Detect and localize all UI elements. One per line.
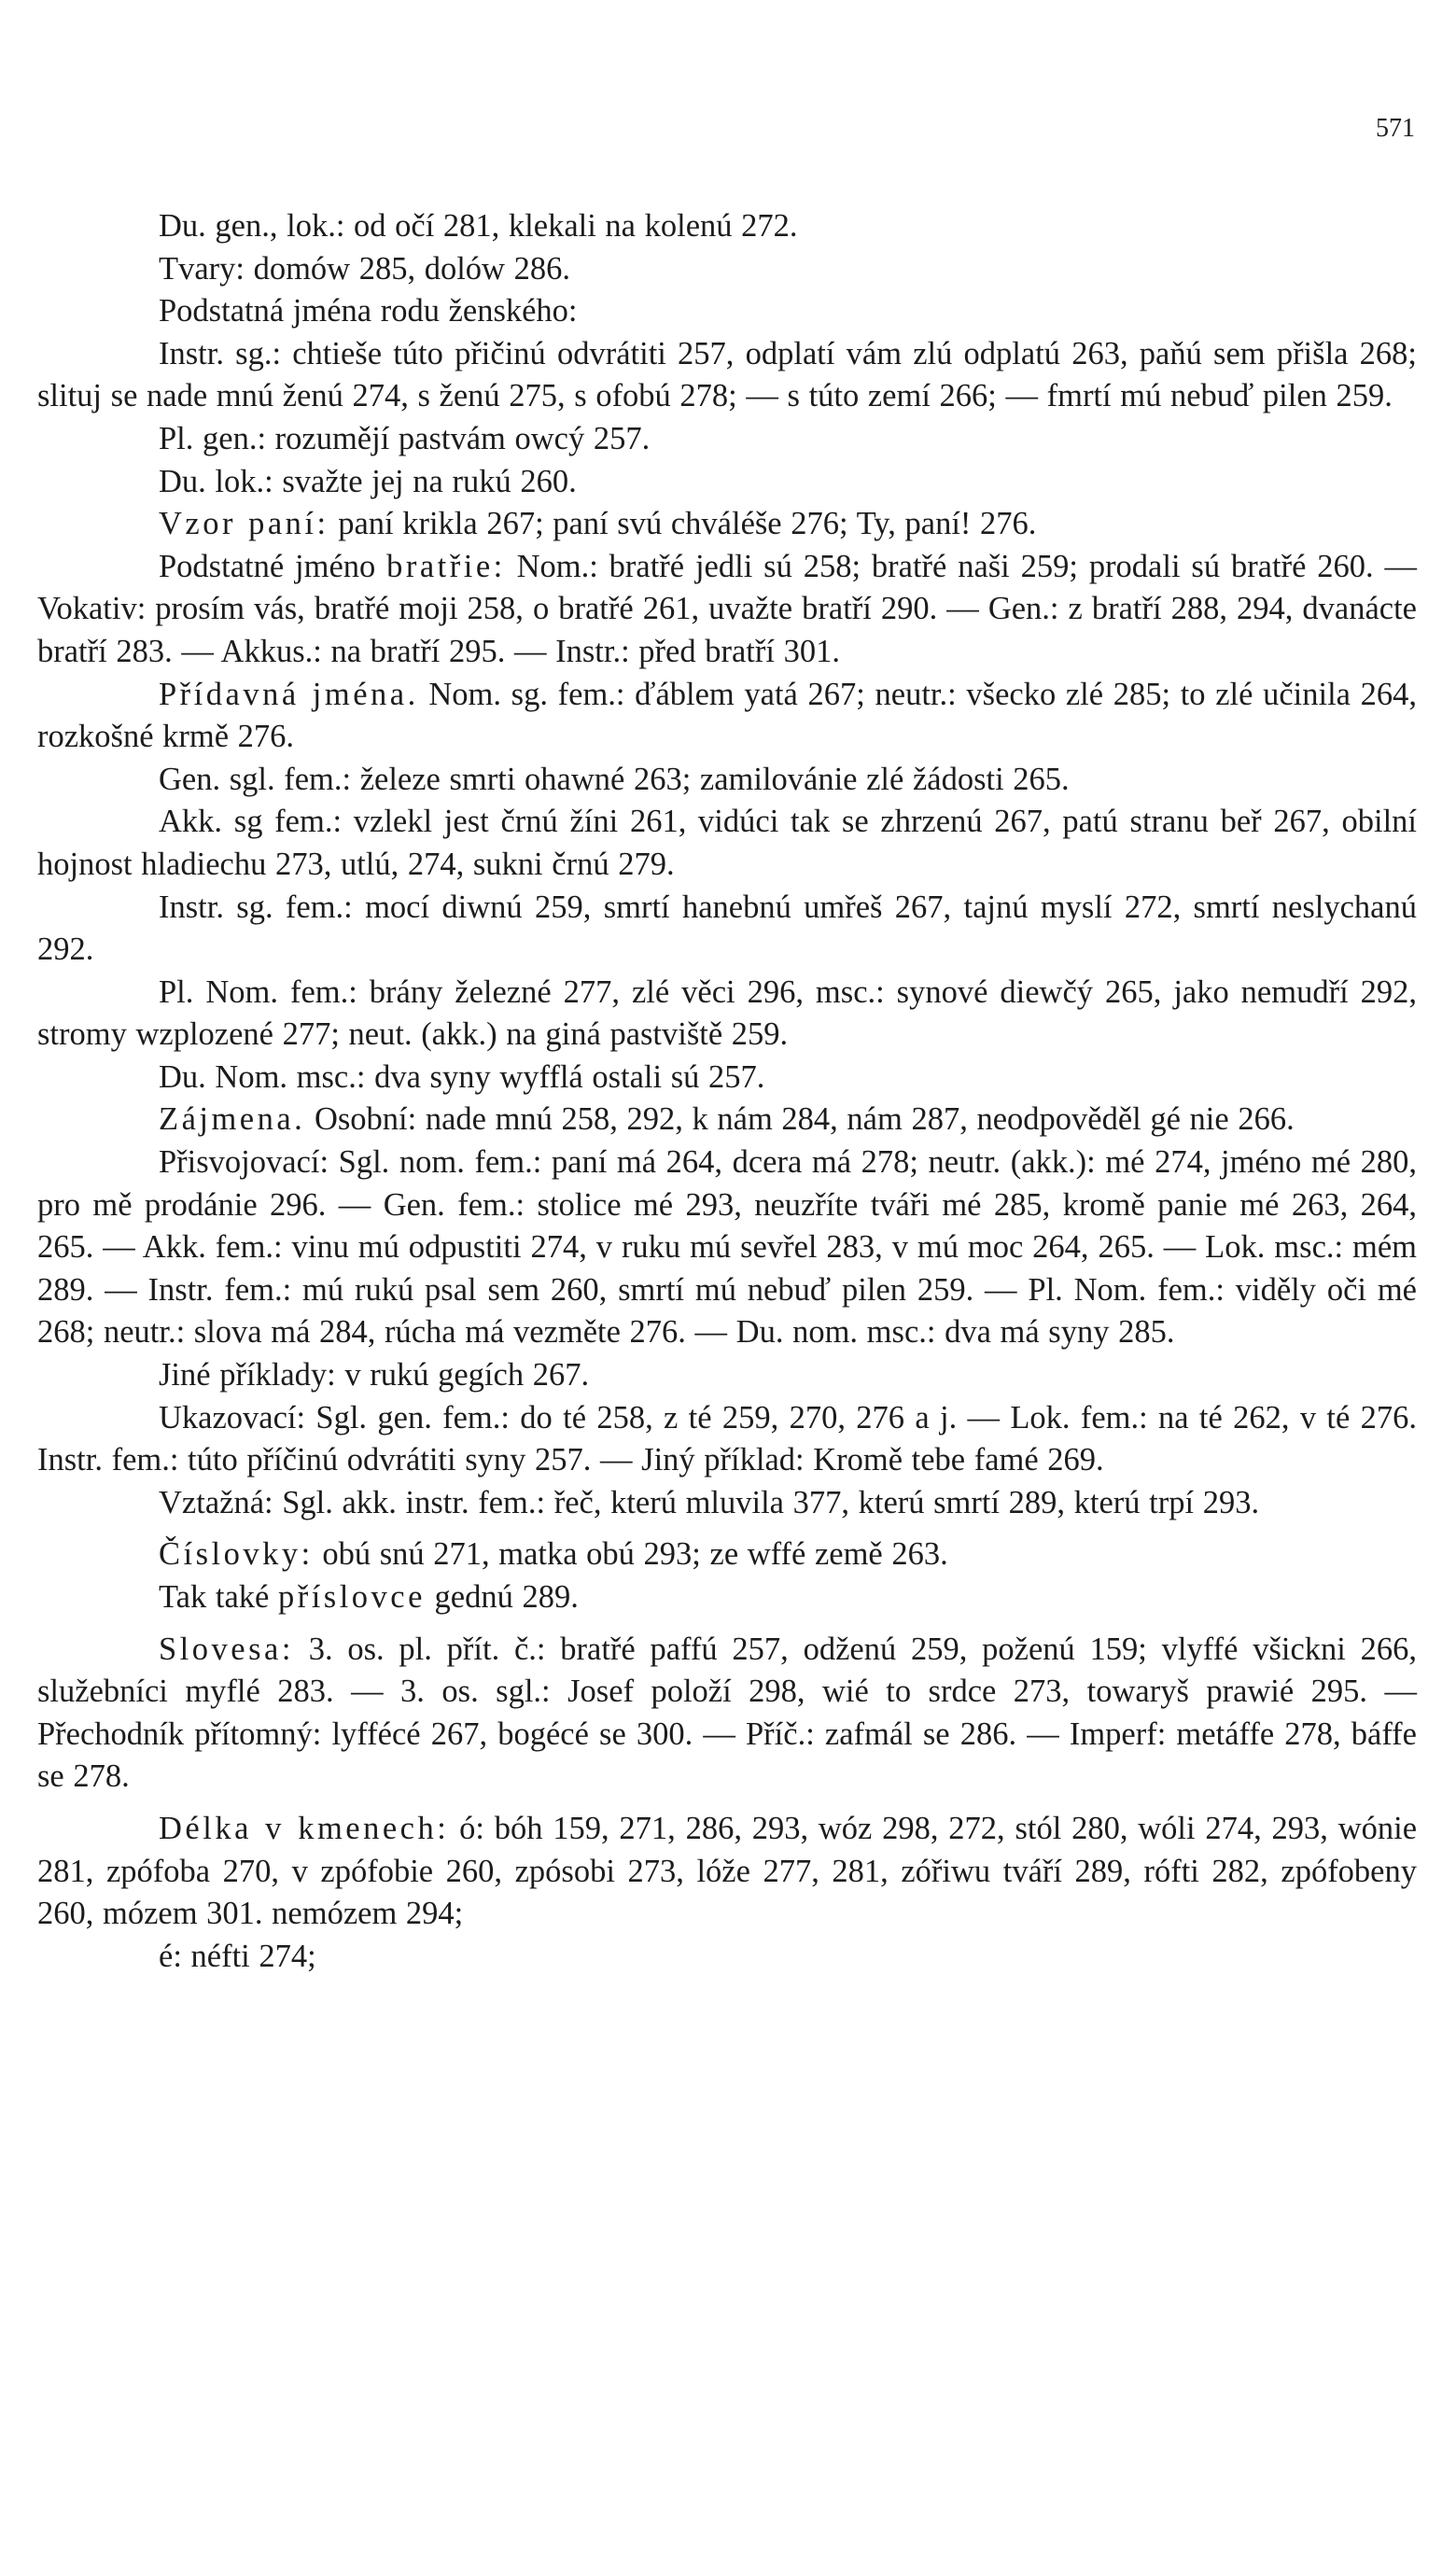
- paragraph: Pl. gen.: rozumějí pastvám owcý 257.: [159, 420, 651, 456]
- paragraph-text: gednú 289.: [425, 1579, 579, 1615]
- paragraph: [37, 1629, 1417, 1799]
- paragraph-lead: Tak také: [159, 1579, 278, 1615]
- paragraph: [37, 674, 1417, 759]
- paragraph-text: paní krikla 267; paní svú chváléše 276; Ty, paní! 276.: [329, 506, 1037, 542]
- spaced-heading: Přídavná jména.: [159, 676, 419, 712]
- paragraph: Ukazovací: Sgl. gen. fem.: do té 258, z té 259, 270, 276 a j. — Lok. fem.: na té 262, v té 276. Instr. fem.: túto příčinú odvrátiti syny 257. — Jiný příklad: Kromě tebe famé 269.: [37, 1399, 1417, 1478]
- paragraph: Podstatná jména rodu ženského:: [159, 293, 578, 329]
- paragraph-text: obú snú 271, matka obú 293; ze wffé země 263.: [313, 1536, 948, 1573]
- paragraph-text: Nom. sg. fem.: ďáblem yatá 267; neutr.: všecko zlé 285; to zlé učinila 264, rozkošné krmě 276.: [37, 676, 1418, 755]
- paragraph: [37, 1534, 1417, 1576]
- spaced-heading: Vzor paní:: [159, 506, 329, 542]
- body-text: [37, 205, 1417, 1978]
- spaced-heading: Délka v kmenech:: [159, 1810, 450, 1846]
- paragraph: [37, 546, 1417, 674]
- paragraph: [37, 503, 1417, 546]
- page-number: 571: [1376, 114, 1415, 143]
- spaced-heading: Číslovky:: [159, 1536, 314, 1573]
- paragraph: Akk. sg fem.: vzlekl jest črnú žíni 261, vidúci tak se zhrzenú 267, patú stranu beř 267, obilní hojnost hladiechu 273, utlú, 274, sukni črnú 279.: [37, 804, 1417, 882]
- paragraph: Tvary: domów 285, dolów 286.: [159, 250, 570, 287]
- paragraph: Instr. sg.: chtieše túto přičinú odvrátiti 257, odplatí vám zlú odplatú 263, paňú sem přišla 268; slituj se nade mnú ženú 274, s ženú 275, s ofobú 278; — s túto zemí 266; — fmrtí mú nebuď pilen 259.: [37, 335, 1417, 414]
- spaced-heading: Zájmena.: [159, 1101, 306, 1138]
- paragraph: [37, 1099, 1417, 1141]
- paragraph: é: néfti 274;: [159, 1938, 316, 1974]
- paragraph: Gen. sgl. fem.: železe smrti ohawné 263; zamilovánie zlé žádosti 265.: [159, 761, 1070, 797]
- paragraph: Pl. Nom. fem.: brány železné 277, zlé věci 296, msc.: synové diewčý 265, jako nemudří 292, stromy wzplozené 277; neut. (akk.) na giná pastviště 259.: [37, 973, 1417, 1053]
- paragraph: Vztažná: Sgl. akk. instr. fem.: řeč, kterú mluvila 377, kterú smrtí 289, kterú trpí 293.: [159, 1484, 1260, 1520]
- paragraph: Du. Nom. msc.: dva syny wyfflá ostali sú 257.: [159, 1058, 765, 1095]
- spaced-heading: příslovce: [277, 1579, 426, 1615]
- paragraph-text: Osobní: nade mnú 258, 292, k nám 284, nám 287, neodpověděl gé nie 266.: [305, 1101, 1295, 1138]
- paragraph: Jiné příklady: v rukú gegích 267.: [159, 1357, 590, 1394]
- paragraph-text: Nom.: bratřé jedli sú 258; bratřé naši 259; prodali sú bratřé 260. — Vokativ: prosím vás, bratřé moji 258, o bratřé 261, uvažte bratří 290. — Gen.: z bratří 288, 294, dvanácte bratří 283. — Akkus.: na bratří 295. — Instr.: před bratří 301.: [37, 548, 1417, 669]
- paragraph-text: 3. os. pl. přít. č.: bratřé paffú 257, odženú 259, poženú 159; vlyffé všickni 266, služebníci myflé 283. — 3. os. sgl.: Josef položí 298, wié to srdce 273, towaryš prawié 295. — Přechodník přítomný: lyffécé 267, bogécé se 300. — Příč.: zafmál se 286. — Imperf: metáffe 278, báffe se 278.: [37, 1631, 1417, 1795]
- paragraph: Instr. sg. fem.: mocí diwnú 259, smrtí hanebnú umřeš 267, tajnú myslí 272, smrtí neslychanú 292.: [37, 889, 1417, 968]
- paragraph: Du. lok.: svažte jej na rukú 260.: [159, 463, 577, 499]
- paragraph: [37, 1808, 1417, 1936]
- paragraph-text: ó: bóh 159, 271, 286, 293, wóz 298, 272, stól 280, wóli 274, 293, wónie 281, zpófoba 270, v zpófobie 260, zpósobi 273, lóže 277, 281, zóřiwu tváří 289, rófti 282, zpófobeny 260, mózem 301. nemózem 294;: [37, 1810, 1418, 1932]
- paragraph: Du. gen., lok.: od očí 281, klekali na kolenú 272.: [159, 208, 798, 244]
- paragraph-lead: Podstatné jméno: [159, 548, 387, 584]
- spaced-heading: bratřie:: [386, 548, 506, 584]
- paragraph: [37, 1576, 1417, 1619]
- paragraph: Přisvojovací: Sgl. nom. fem.: paní má 264, dcera má 278; neutr. (akk.): mé 274, jméno mé 280, pro mě prodánie 296. — Gen. fem.: stolice mé 293, neuzříte tváři mé 285, kromě panie mé 263, 264, 265. — Akk. fem.: vinu mú odpustiti 274, v ruku mú sevřel 283, v mú moc 264, 265. — Lok. msc.: mém 289. — Instr. fem.: mú rukú psal sem 260, smrtí mú nebuď pilen 259. — Pl. Nom. fem.: viděly oči mé 268; neutr.: slova má 284, rúcha má vezměte 276. — Du. nom. msc.: dva má syny 285.: [37, 1144, 1417, 1351]
- spaced-heading: Slovesa:: [159, 1631, 294, 1667]
